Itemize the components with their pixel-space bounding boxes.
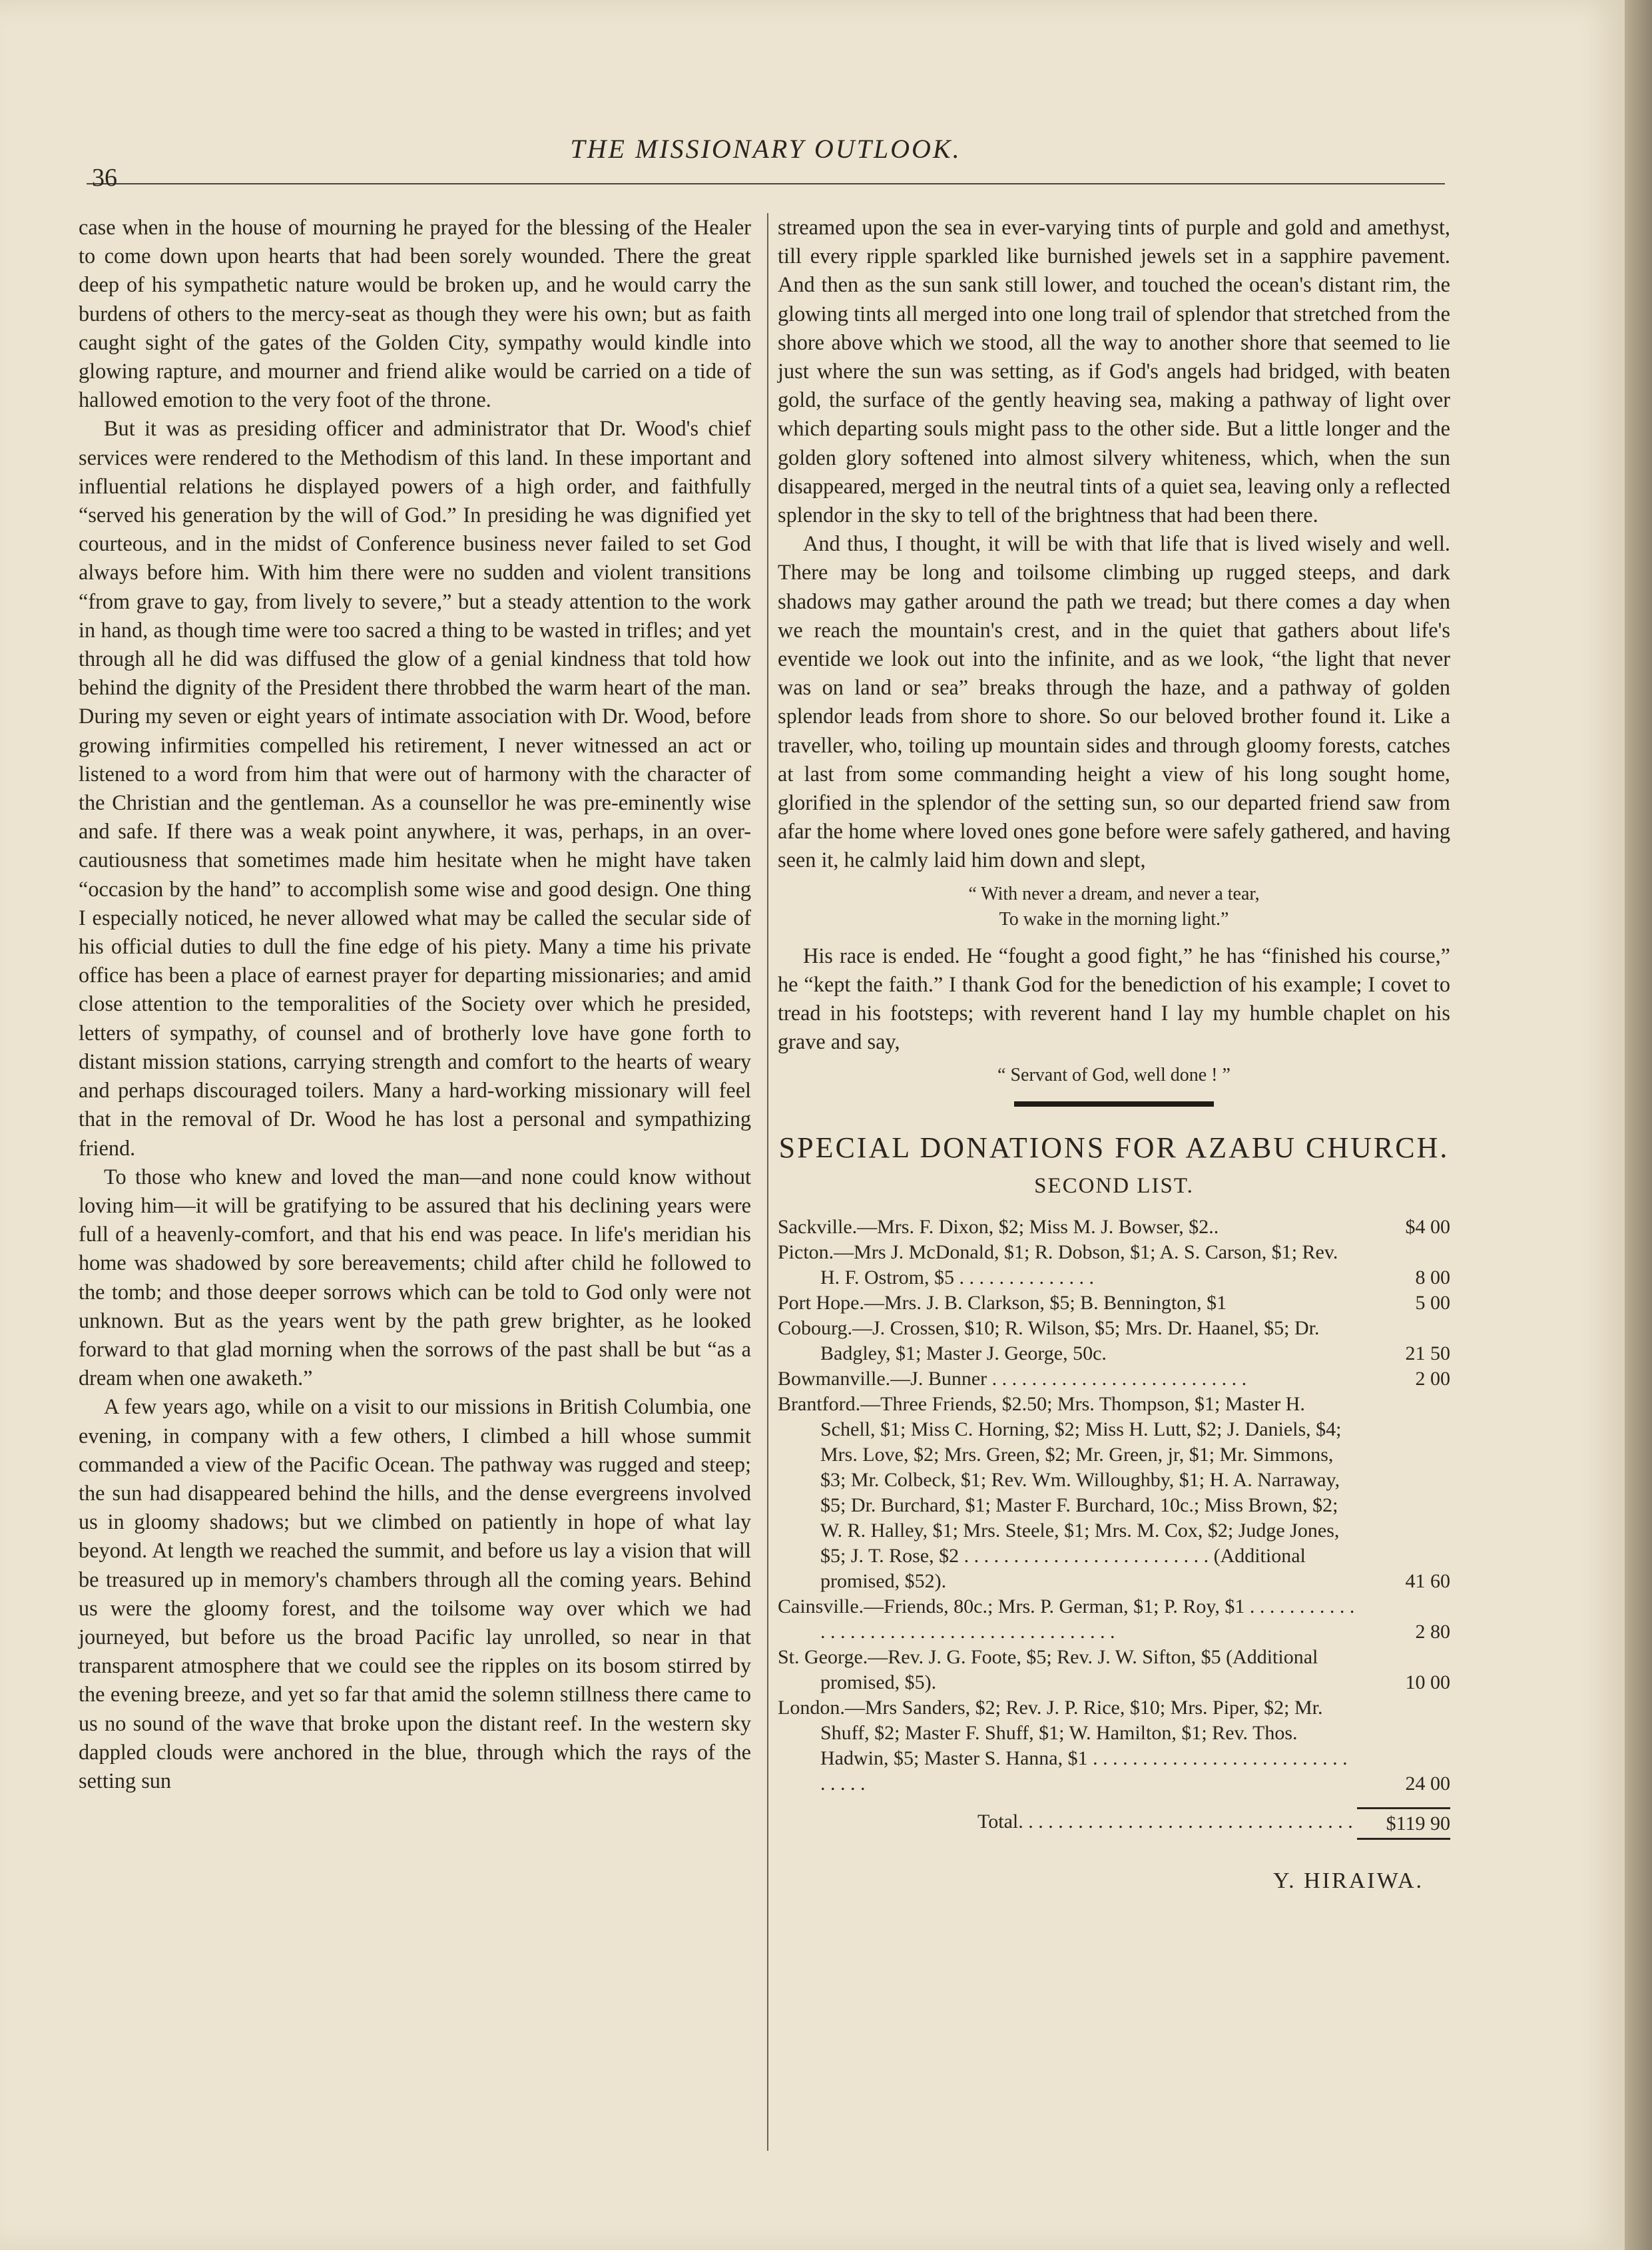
donation-entry — [778, 1240, 1450, 1290]
total-label: Total. . . . . . . . . . . . . . . . . . . . . . . . . . . . . . . . . . — [977, 1810, 1353, 1832]
total-amount: $119 90 — [1357, 1807, 1450, 1840]
donation-text: Sackville.—Mrs. F. Dixon, $2; Miss M. J. Bowser, $2.. — [778, 1215, 1219, 1238]
left-column — [79, 213, 751, 1795]
donation-amount: $4 00 — [1405, 1215, 1450, 1238]
donation-amount: 41 60 — [1405, 1569, 1450, 1592]
page-number: 36 — [92, 164, 117, 192]
verse-quote — [778, 882, 1450, 932]
donation-entry — [778, 1695, 1450, 1797]
donation-text: Port Hope.—Mrs. J. B. Clarkson, $5; B. Bennington, $1 — [778, 1291, 1227, 1314]
donation-entry — [778, 1392, 1450, 1594]
donation-amount: 8 00 — [1415, 1266, 1450, 1288]
verse-line: “ Servant of God, well done ! ” — [997, 1065, 1231, 1086]
donation-entry — [778, 1316, 1450, 1366]
donation-amount: 21 50 — [1405, 1342, 1450, 1364]
verse-line: To wake in the morning light.” — [999, 908, 1229, 930]
right-column — [778, 213, 1450, 1895]
donation-text: Brantford.—Three Friends, $2.50; Mrs. Thompson, $1; Master H. Schell, $1; Miss C. Horning, $2; Miss H. Lutt, $2; J. Daniels, $4; Mrs. Love, $2; Mrs. Green, $2; Mr. Green, jr, $1; Mr. Simmons, $3; Mr. Colbeck, $1; Rev. Wm. Willoughby, $1; H. A. Narraway, $5; Dr. Burchard, $1; Master F. Burchard, 10c.; Miss Brown, $2; W. R. Halley, $1; Mrs. Steele, $1; Mrs. M. Cox, $2; Judge Jones, $5; J. T. Rose, $2 . . . . . . . . . . . . . . . . . . . . . . . . . (Additional promised, $52). — [778, 1392, 1342, 1592]
donation-amount: 2 80 — [1415, 1620, 1450, 1643]
donation-amount: 24 00 — [1405, 1772, 1450, 1795]
paragraph: A few years ago, while on a visit to our missions in British Columbia, one evening, in company with a few others, I climbed a hill whose summit commanded a view of the Pacific Ocean. The pathway was rugged and steep; the sun had disappeared behind the hills, and the dense evergreens involved us in gloomy shadows; but we climbed on patiently in hope of what lay beyond. At length we reached the summit, and before us lay a vision that will be treasured up in memory's chambers through all the coming years. Behind us were the gloomy forest, and the toilsome way over which we had journeyed, but before us the broad Pacific lay unrolled, so near in that transparent atmosphere that we could see the ripples on its bosom stirred by the evening breeze, and yet so far that amid the solemn stillness there came to us no sound of the wave that broke upon the distant reef. In the western sky dappled clouds were anchored in the blue, through which the rays of the setting sun — [79, 1394, 751, 1793]
donation-entry — [778, 1215, 1450, 1240]
paragraph: case when in the house of mourning he prayed for the blessing of the Healer to come down upon hearts that had been sorely wounded. There the great deep of his sympathetic nature would be broken up, and he would carry the burdens of others to the mercy-seat as though they were his own; but as faith caught sight of the gates of the Golden City, sympathy would kindle into glowing rapture, and mourner and friend alike would be carried on a tide of hallowed emotion to the very foot of the throne. — [79, 215, 751, 412]
donation-text: Cobourg.—J. Crossen, $10; R. Wilson, $5; Mrs. Dr. Haanel, $5; Dr. Badgley, $1; Master J. George, 50c. — [778, 1316, 1320, 1364]
donations-subtitle: SECOND LIST. — [1034, 1174, 1194, 1199]
paragraph: To those who knew and loved the man—and none could know without loving him—it will be gratifying to be assured that his declining years were full of a heavenly-comfort, and that his end was peace. In life's meridian his home was shadowed by sore bereavements; child after child he followed to the tomb; and those deeper sorrows which can be told to God only were not unknown. But as the years went by the path grew brighter, as he looked forward to that glad morning when the sorrows of the past shall be but “as a dream when one awaketh.” — [79, 1164, 751, 1390]
donation-entry — [778, 1594, 1450, 1645]
column-divider — [767, 213, 768, 2151]
donation-entry — [778, 1290, 1450, 1316]
running-title: THE MISSIONARY OUTLOOK. — [570, 134, 962, 164]
donation-amount: 10 00 — [1405, 1671, 1450, 1693]
donations-total-row — [778, 1807, 1450, 1840]
page-header — [87, 130, 1445, 192]
donation-text: Cainsville.—Friends, 80c.; Mrs. P. German, $1; P. Roy, $1 . . . . . . . . . . . . . . . . . . . . . . . . . . . . . . . . . . . . . . . . . — [778, 1595, 1355, 1643]
signature: Y. HIRAIWA. — [1273, 1868, 1424, 1893]
paragraph: His race is ended. He “fought a good fight,” he has “finished his course,” he “kept the faith.” I thank God for the benediction of his example; I covet to tread in his footsteps; with reverent hand I lay my humble chaplet on his grave and say, — [778, 943, 1450, 1054]
paragraph: But it was as presiding officer and administrator that Dr. Wood's chief services were rendered to the Methodism of this land. In these important and influential relations he displayed powers of a high order, and faithfully “served his generation by the will of God.” In presiding he was dignified yet courteous, and in the midst of Conference business never failed to set God always before him. With him there were no sudden and violent transitions “from grave to gay, from lively to severe,” but a steady attention to the work in hand, as though time were too sacred a thing to be wasted in trifles; and yet through all he did was diffused the glow of a genial kindness that told how behind the dignity of the President there throbbed the warm heart of the man. During my seven or eight years of intimate association with Dr. Wood, before growing infirmities compelled his retirement, I never witnessed an act or listened to a word from him that were out of harmony with the character of the Christian and the gentleman. As a counsellor he was pre-eminently wise and safe. If there was a weak point anywhere, it was, perhaps, in an over-cautiousness that sometimes made him hesitate when he might have taken “occasion by the hand” to accomplish some wise and good design. One thing I especially noticed, he never allowed what may be called the secular side of his official duties to dull the fine edge of his piety. Many a time his private office has been a place of earnest prayer for departing missionaries; and amid close attention to the temporalities of the Society over which he presided, letters of sympathy, of counsel and of brotherly love have gone forth to distant mission stations, carrying strength and comfort to the hearts of weary and perhaps discouraged toilers. Many a hard-working missionary will feel that in the removal of Dr. Wood he has lost a personal and sympathizing friend. — [79, 416, 751, 1160]
donation-entry — [778, 1366, 1450, 1392]
section-divider — [1014, 1101, 1214, 1107]
book-gutter — [1625, 0, 1652, 2250]
donation-amount: 2 00 — [1415, 1367, 1450, 1390]
donation-text: St. George.—Rev. J. G. Foote, $5; Rev. J. W. Sifton, $5 (Additional promised, $5). — [778, 1645, 1318, 1693]
donations-title: SPECIAL DONATIONS FOR AZABU CHURCH. — [778, 1131, 1450, 1165]
paragraph: And thus, I thought, it will be with that life that is lived wisely and well. There may be long and toilsome climbing up rugged steeps, and dark shadows may gather around the path we tread; but there comes a day when we reach the mountain's crest, and in the quiet that gathers about life's eventide we look out into the infinite, and as we look, “the light that never was on land or sea” breaks through the haze, and a pathway of golden splendor leads from shore to shore. So our beloved brother found it. Like a traveller, who, toiling up mountain sides and through gloomy forests, catches at last from some commanding height a view of his long sought home, glorified in the splendor of the setting sun, so our departed friend saw from afar the home where loved ones gone before were safely gathered, and having seen it, he calmly laid him down and slept, — [778, 531, 1450, 872]
verse-line: “ With never a dream, and never a tear, — [968, 883, 1260, 904]
paragraph: streamed upon the sea in ever-varying tints of purple and gold and amethyst, till every ripple sparkled like burnished jewels set in a sapphire pavement. And then as the sun sank still lower, and touched the ocean's distant rim, the glowing tints all merged into one long trail of splendor that stretched from the shore above which we stood, all the way to another shore that seemed to lie just where the sun was setting, as if God's angels had bridged, with beaten gold, the surface of the gently heaving sea, making a pathway of light over which departing souls might pass to the other side. But a little longer and the golden glory softened into almost silvery whiteness, which, when the sun disappeared, merged in the neutral tints of a quiet sea, leaving only a reflected splendor in the sky to tell of the brightness that had been there. — [778, 215, 1450, 527]
donation-entry — [778, 1645, 1450, 1695]
donation-text: Picton.—Mrs J. McDonald, $1; R. Dobson, $1; A. S. Carson, $1; Rev. H. F. Ostrom, $5 . . . . . . . . . . . . . . — [778, 1241, 1338, 1288]
donation-amount: 5 00 — [1415, 1291, 1450, 1314]
donation-text: London.—Mrs Sanders, $2; Rev. J. P. Rice, $10; Mrs. Piper, $2; Mr. Shuff, $2; Master F. Shuff, $1; W. Hamilton, $1; Rev. Thos. Hadwin, $5; Master S. Hanna, $1 . . . . . . . . . . . . . . . . . . . . . . . . . . . . . . . — [778, 1696, 1348, 1795]
donations-list — [778, 1215, 1450, 1840]
donation-text: Bowmanville.—J. Bunner . . . . . . . . . . . . . . . . . . . . . . . . . . — [778, 1367, 1247, 1390]
